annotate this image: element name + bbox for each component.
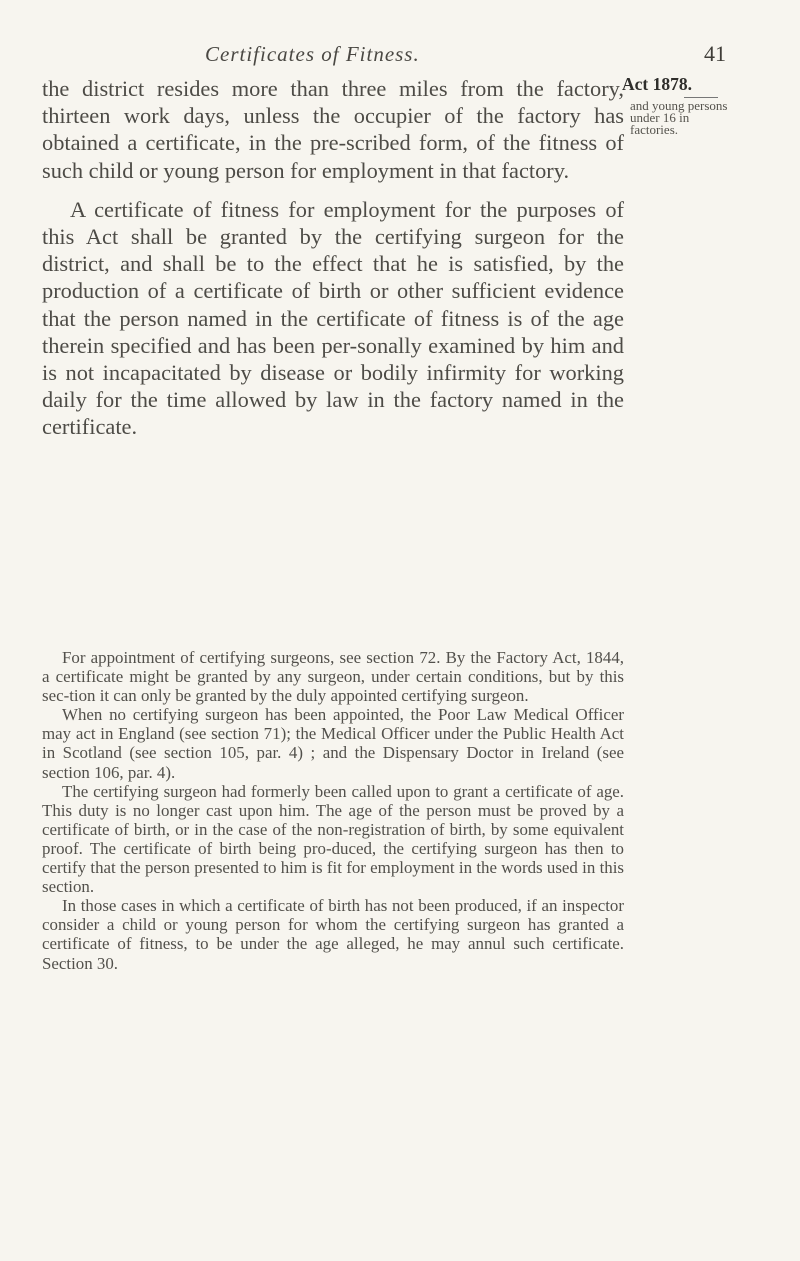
- margin-note-act: Act 1878.: [622, 74, 692, 94]
- page-header: [0, 42, 800, 72]
- running-title: Certificates of Fitness.: [205, 42, 420, 66]
- margin-note: [622, 74, 772, 136]
- main-text: [42, 75, 624, 441]
- note-paragraph: For appointment of certifying surgeons, see section 72. By the Factory Act, 1844, a certificate might be granted by any surgeon, under certain conditions, but by this sec-tion it can only be granted by the duly appointed certifying surgeon.: [42, 648, 624, 706]
- note-paragraph: The certifying surgeon had formerly been called upon to grant a certificate of age. This duty is no longer cast upon him. The age of the person must be proved by a certificate of birth, or in the case of the non-registration of birth, by some equivalent proof. The certificate of birth being pro-duced, the certifying surgeon has then to certify that the person presented to him is fit for employment in the words used in this section.: [42, 781, 624, 897]
- margin-note-description: and young persons under 16 in factories.: [630, 98, 728, 137]
- note-paragraph: In those cases in which a certificate of birth has not been produced, if an inspector consider a child or young person for whom the certifying surgeon has granted a certificate of fitness, to be under the age alleged, he may annul such certificate. Section 30.: [42, 896, 624, 973]
- body-paragraph: the district resides more than three miles from the factory, thirteen work days, unless the occupier of the factory has obtained a certificate, in the pre-scribed form, of the fitness of such child or young person for employment in that factory.: [42, 76, 624, 183]
- commentary-notes: [42, 648, 624, 973]
- page-number: 41: [704, 41, 726, 66]
- note-paragraph: When no certifying surgeon has been appointed, the Poor Law Medical Officer may act in England (see section 71); the Medical Officer under the Public Health Act in Scotland (see section 105, par. 4) ; and the Dispensary Doctor in Ireland (see section 106, par. 4).: [42, 705, 624, 782]
- body-paragraph: A certificate of fitness for employment for the purposes of this Act shall be granted by the certifying surgeon for the district, and shall be to the effect that he is satisfied, by the production of a certificate of birth or other sufficient evidence that the person named in the certificate of fitness is of the age therein specified and has been per-sonally examined by him and is not incapacitated by disease or bodily infirmity for working daily for the time allowed by law in the factory named in the certificate.: [42, 196, 624, 440]
